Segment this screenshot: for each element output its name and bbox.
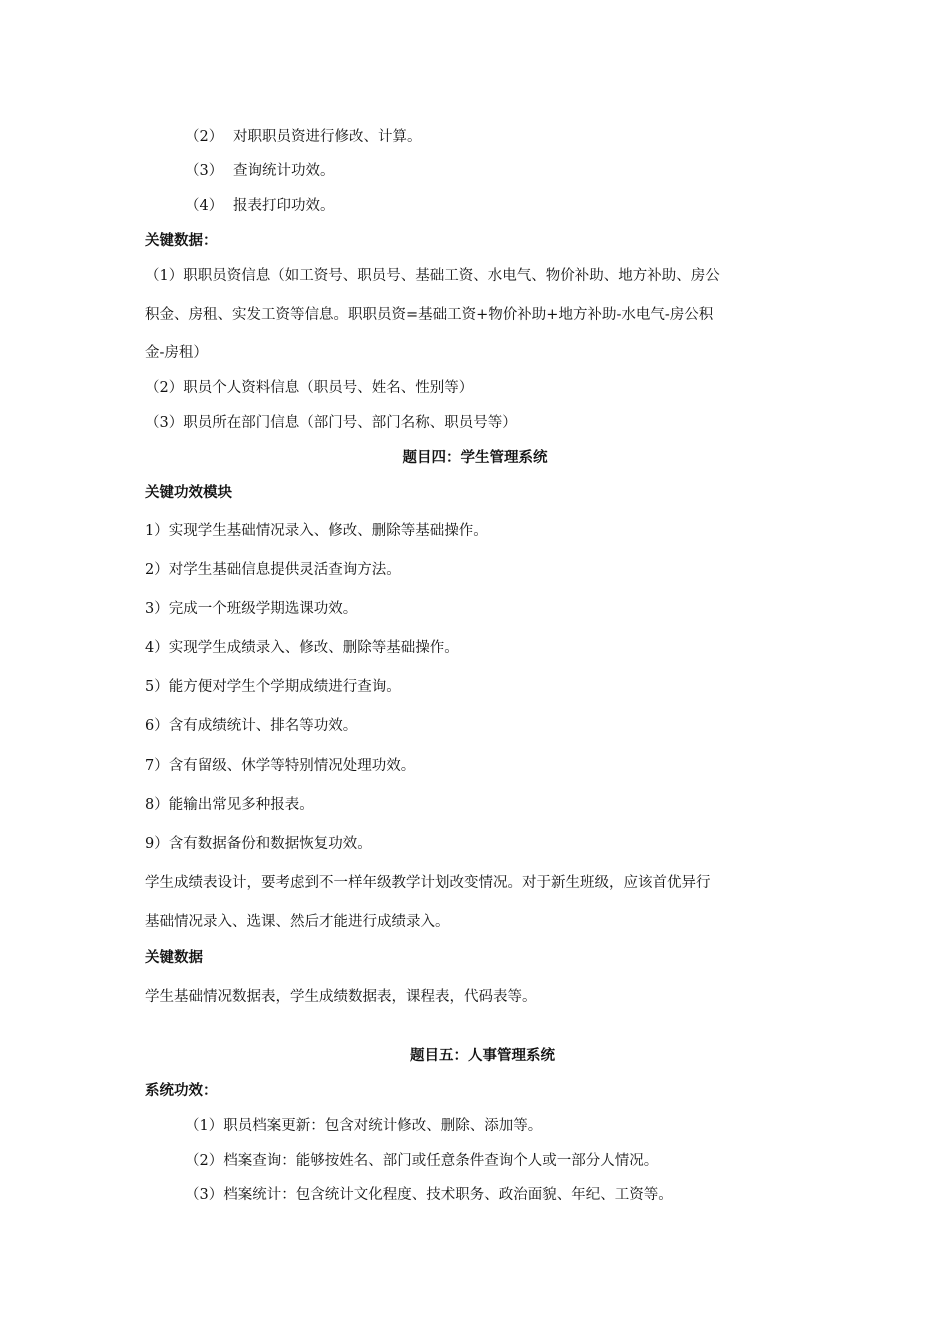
list-number: （2） <box>185 129 224 145</box>
list-item: 8）能输出常见多种报表。 <box>145 797 314 813</box>
list-item: 6）含有成绩统计、排名等功效。 <box>145 718 358 734</box>
paragraph-line: 金-房租） <box>145 345 208 361</box>
list-item: 7）含有留级、休学等特别情况处理功效。 <box>145 758 416 774</box>
topic-title: 题目四：学生管理系统 <box>402 450 548 466</box>
list-item: （2）档案查询：能够按姓名、部门或任意条件查询个人或一部分人情况。 <box>185 1153 659 1169</box>
list-item: （1）职员档案更新：包含对统计修改、删除、添加等。 <box>185 1118 543 1134</box>
list-text: 查询统计功效。 <box>233 163 335 179</box>
list-number: （4） <box>185 198 224 214</box>
list-item: 1）实现学生基础情况录入、修改、删除等基础操作。 <box>145 523 488 539</box>
section-heading: 关键数据： <box>145 233 218 249</box>
list-item: 5）能方便对学生个学期成绩进行查询。 <box>145 679 401 695</box>
list-item <box>185 127 422 147</box>
list-item: 2）对学生基础信息提供灵活查询方法。 <box>145 562 401 578</box>
topic-title: 题目五：人事管理系统 <box>410 1048 555 1064</box>
section-heading: 关键数据 <box>145 950 203 966</box>
paragraph-line: （3）职员所在部门信息（部门号、部门名称、职员号等） <box>145 415 517 431</box>
paragraph-line: 积金、房租、实发工资等信息。职职员资=基础工资+物价补助+地方补助-水电气-房公积 <box>145 307 714 323</box>
paragraph-line: 基础情况录入、选课、然后才能进行成绩录入。 <box>145 914 450 930</box>
section-heading: 关键功效模块 <box>145 485 232 501</box>
paragraph-line: 学生成绩表设计，要考虑到不一样年级教学计划改变情况。对于新生班级，应该首优异行 <box>145 875 711 891</box>
list-number: （3） <box>185 163 224 179</box>
list-item: 3）完成一个班级学期选课功效。 <box>145 601 358 617</box>
list-item: （3）档案统计：包含统计文化程度、技术职务、政治面貌、年纪、工资等。 <box>185 1187 673 1203</box>
list-text: 报表打印功效。 <box>233 198 335 214</box>
paragraph-line: （1）职职员资信息（如工资号、职员号、基础工资、水电气、物价补助、地方补助、房公 <box>145 268 720 284</box>
list-text: 对职职员资进行修改、计算。 <box>233 129 422 145</box>
paragraph-line: 学生基础情况数据表，学生成绩数据表，课程表，代码表等。 <box>145 989 537 1005</box>
list-item <box>185 196 335 216</box>
paragraph-line: （2）职员个人资料信息（职员号、姓名、性别等） <box>145 380 474 396</box>
list-item <box>185 161 335 181</box>
list-item: 4）实现学生成绩录入、修改、删除等基础操作。 <box>145 640 459 656</box>
list-item: 9）含有数据备份和数据恢复功效。 <box>145 836 372 852</box>
section-heading: 系统功效： <box>145 1083 218 1099</box>
